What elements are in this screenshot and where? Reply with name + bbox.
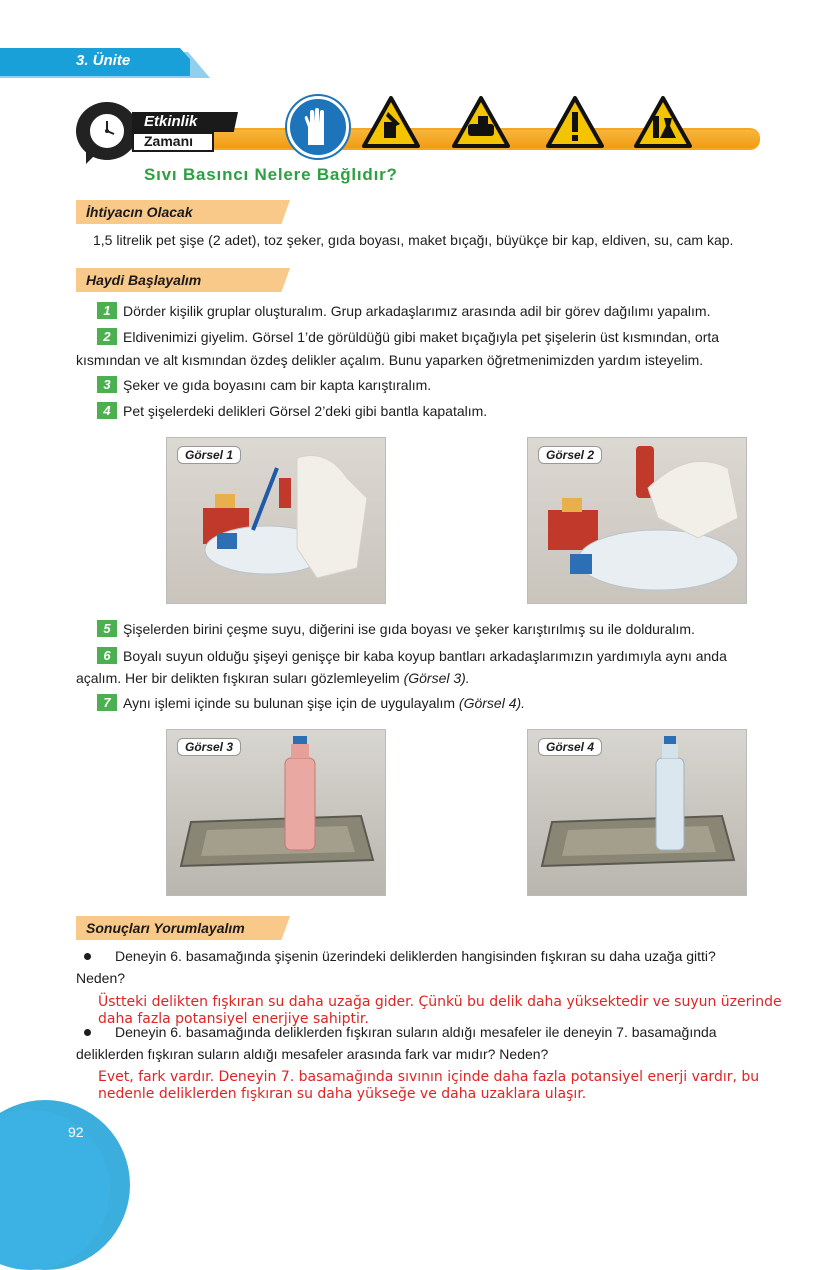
step-number: 3 [97,376,117,393]
photo-gorsel-1 [166,437,386,604]
step-number: 2 [97,328,117,345]
step-text: Dörder kişilik gruplar oluşturalım. Grup arkadaşlarımız arasında adil bir görev dağılımı yapalım. [123,303,711,319]
question-2-continued: deliklerden fışkıran suların aldığı mesafeler arasında fark var mıdır? Neden? [76,1046,549,1062]
activity-title: Sıvı Basıncı Nelere Bağlıdır? [144,165,398,184]
step-number: 7 [97,694,117,711]
activity-badge-line1: Etkinlik [144,113,198,130]
step-number: 5 [97,620,117,637]
step-4 [97,400,797,422]
step-1 [97,300,797,322]
general-warning-icon [546,96,604,148]
photo-gorsel-2 [527,437,747,604]
photo-label: Görsel 1 [177,446,241,464]
results-header: Sonuçları Yorumlayalım [86,920,245,936]
gloves-icon [287,96,349,158]
photo-label: Görsel 4 [538,738,602,756]
question-1 [76,945,796,967]
unit-label: 3. Ünite [76,52,131,69]
step-2-continued: kısmından ve alt kısmından özdeş delikler açalım. Bunu yaparken öğretmenimizden yardım isteyelim. [76,352,704,368]
activity-badge-line2: Zamanı [144,133,194,149]
step-text: Pet şişelerdeki delikleri Görsel 2’deki gibi bantla kapatalım. [123,403,488,419]
page-number: 92 [68,1124,84,1140]
answer-1: Üstteki delikten fışkıran su daha uzağa gider. Çünkü bu delik daha yüksektedir ve suyun üzerinde daha fazla potansiyel enerjiye sahiptir. [98,994,782,1027]
step-7 [97,692,797,714]
question-text: Deneyin 6. basamağında şişenin üzerindeki deliklerden hangisinden fışkıran su daha uzağa gitti? [115,948,716,964]
lab-glassware-warning-icon [634,96,692,148]
step-text: Aynı işlemi içinde su bulunan şişe için de uygulayalım [123,695,456,711]
step-reference: (Görsel 4). [458,695,526,711]
step-6 [97,645,797,667]
sharp-object-warning-icon [362,96,420,148]
photo-gorsel-4 [527,729,747,896]
step-text: Şişelerden birini çeşme suyu, diğerini ise gıda boyası ve şeker karıştırılmış su ile dolduralım. [123,621,695,637]
step-number: 6 [97,647,117,664]
question-text: Deneyin 6. basamağında deliklerden fışkıran suların aldığı mesafeler ile deneyin 7. basamağında [115,1024,717,1040]
step-3 [97,374,797,396]
needs-header: İhtiyacın Olacak [86,204,193,220]
step-reference: (Görsel 3). [403,670,470,686]
step-number: 1 [97,302,117,319]
step-2 [97,326,797,348]
photo-gorsel-3 [166,729,386,896]
stopwatch-icon [88,112,126,150]
bullet-icon [84,953,91,960]
step-text: açalım. Her bir delikten fışkıran suları gözlemleyelim [76,670,400,686]
question-2 [76,1021,796,1043]
start-header: Haydi Başlayalım [86,272,202,288]
bullet-icon [84,1029,91,1036]
step-text: Boyalı suyun olduğu şişeyi genişçe bir kaba koyup bantları arkadaşlarımızın yardımıyla aynı anda [123,648,727,664]
photo-label: Görsel 2 [538,446,602,464]
photo-label: Görsel 3 [177,738,241,756]
question-1-continued: Neden? [76,970,126,986]
step-text: Eldivenimizi giyelim. Görsel 1’de görüldüğü gibi maket bıçağıyla pet şişelerin üst kısmından, orta [123,329,720,345]
step-6-continued [76,667,796,689]
hand-hazard-warning-icon [452,96,510,148]
step-number: 4 [97,402,117,419]
answer-2: Evet, fark vardır. Deneyin 7. basamağında sıvının içinde daha fazla potansiyel enerji vardır, bu nedenle deliklerden fışkıran su daha yükseğe ve daha uzaklara ulaşır. [98,1069,760,1102]
step-text: Şeker ve gıda boyasını cam bir kapta karıştıralım. [123,377,432,393]
step-5 [97,618,797,640]
needs-text: 1,5 litrelik pet şişe (2 adet), toz şeker, gıda boyası, maket bıçağı, büyükçe bir kap, eldiven, su, cam kap. [93,232,734,248]
